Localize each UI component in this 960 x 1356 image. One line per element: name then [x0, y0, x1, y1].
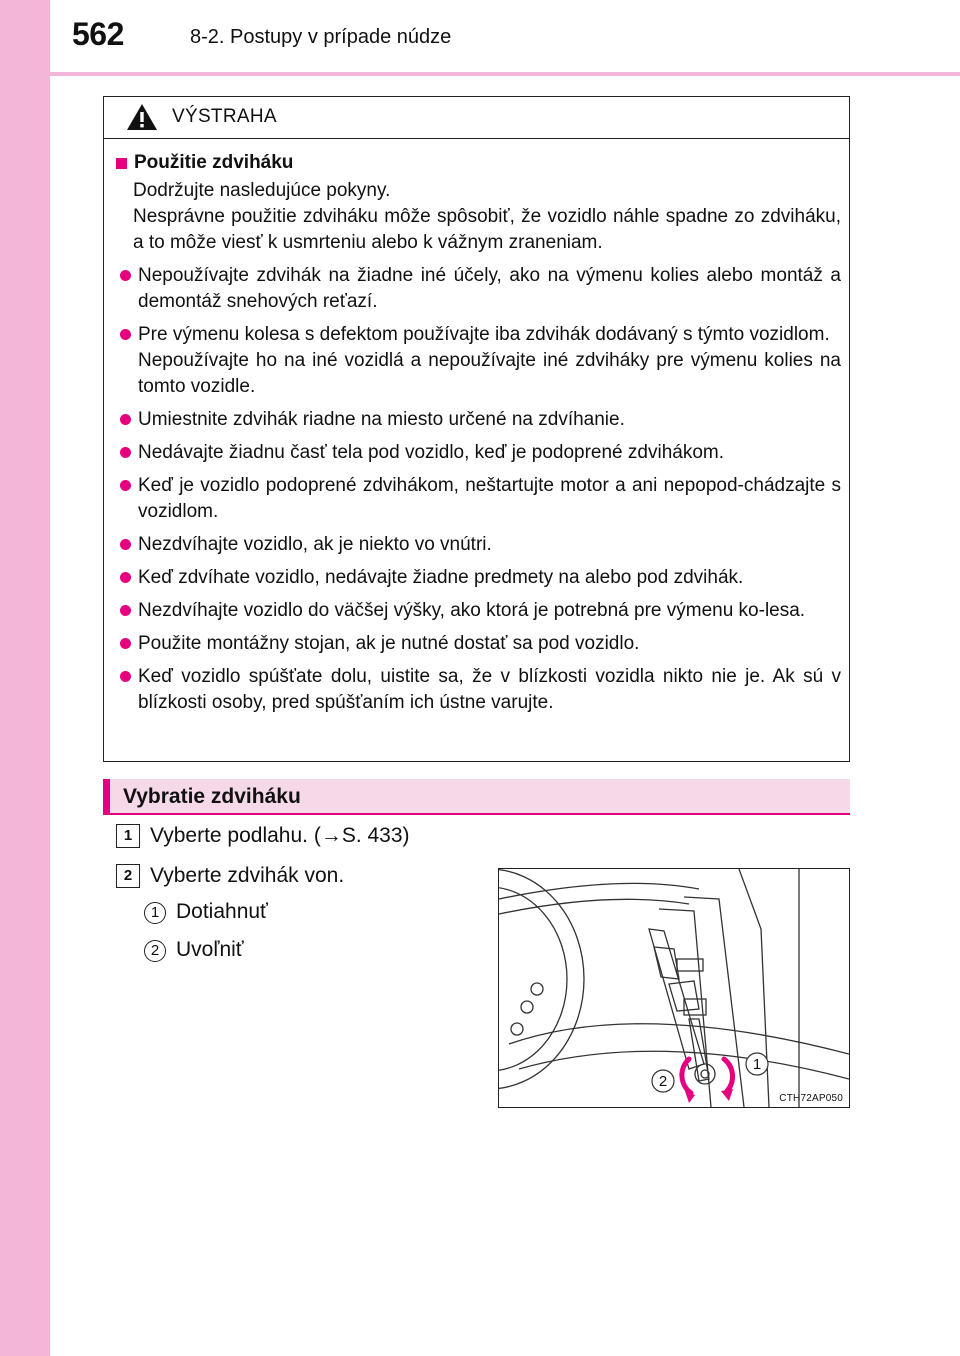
warning-topic-label: Použitie zdviháku [134, 152, 294, 173]
bullet-dot-icon [120, 539, 131, 550]
sub-item-number: 1 [144, 902, 166, 924]
bullet-dot-icon [120, 605, 131, 616]
warning-bullet: Keď je vozidlo podoprené zdvihákom, neštartujte motor a ani nepopod-chádzajte s vozidlom. [116, 473, 841, 525]
bullet-dot-icon [120, 414, 131, 425]
warning-topic [116, 150, 841, 176]
square-bullet-icon [116, 158, 127, 169]
section-heading: 8-2. Postupy v prípade núdze [190, 26, 452, 48]
warning-body [104, 138, 849, 716]
bullet-dot-icon [120, 329, 131, 340]
step-text: Vyberte podlahu. (→S. 433) [150, 824, 410, 847]
warning-box [103, 96, 850, 762]
warning-bullet: Nezdvíhajte vozidlo do väčšej výšky, ako ktorá je potrebná pre výmenu ko-lesa. [116, 598, 841, 624]
bullet-dot-icon [120, 638, 131, 649]
step-text: Vyberte zdvihák von. [150, 864, 345, 887]
warning-bullet: Keď vozidlo spúšťate dolu, uistite sa, že v blízkosti vozidla nikto nie je. Ak sú v blízkosti osoby, pred spúšťaním ich ústne varujte. [116, 664, 841, 716]
bullet-dot-icon [120, 270, 131, 281]
warning-bullet: Pre výmenu kolesa s defektom používajte iba zdvihák dodávaný s týmto vozidlom. Nepoužívajte ho na iné vozidlá a nepoužívajte iné zdviháky pre výmenu kolies na tomto vozidle. [116, 322, 841, 400]
figure-callout-1: 1 [752, 1056, 762, 1073]
rotate-clockwise-arrow-icon [724, 1059, 733, 1091]
warning-bullet: Nedávajte žiadnu časť tela pod vozidlo, keď je podoprené zdvihákom. [116, 440, 841, 466]
warning-header [104, 97, 849, 139]
warning-bullet: Nepoužívajte zdvihák na žiadne iné účely, ako na výmenu kolies alebo montáž a demontáž snehových reťazí. [116, 263, 841, 315]
figure-code: CTH72AP050 [779, 1093, 843, 1104]
sub-item-text: Uvoľniť [176, 938, 244, 961]
step-number: 2 [116, 864, 140, 888]
warning-triangle-icon [126, 103, 158, 131]
warning-intro: Dodržujte nasledujúce pokyny. [133, 180, 391, 201]
warning-bullet: Použite montážny stojan, ak je nutné dostať sa pod vozidlo. [116, 631, 841, 657]
warning-bullet: Keď zdvíhate vozidlo, nedávajte žiadne predmety na alebo pod zdvihák. [116, 565, 841, 591]
bullet-dot-icon [120, 671, 131, 682]
step-number: 1 [116, 824, 140, 848]
side-color-strip [0, 0, 50, 1356]
warning-title: VÝSTRAHA [172, 106, 277, 127]
bullet-dot-icon [120, 480, 131, 491]
rotate-counterclockwise-arrow-icon [682, 1059, 691, 1093]
bullet-dot-icon [120, 572, 131, 583]
jack-removal-illustration [498, 868, 850, 1108]
figure-callout-2: 2 [658, 1073, 668, 1090]
header-rule [50, 72, 960, 76]
bullet-dot-icon [120, 447, 131, 458]
jack-line-drawing [499, 869, 849, 1107]
warning-bullet: Nezdvíhajte vozidlo, ak je niekto vo vnútri. [116, 532, 841, 558]
sub-item-text: Dotiahnuť [176, 900, 268, 923]
page-number: 562 [72, 16, 124, 52]
warning-bullet-extra: Nepoužívajte ho na iné vozidlá a nepoužívajte iné zdviháky pre výmenu kolies na tomto vozidle. [138, 350, 841, 397]
subsection-title: Vybratie zdviháku [123, 785, 301, 808]
sub-item-number: 2 [144, 940, 166, 962]
warning-bullet: Umiestnite zdvihák riadne na miesto určené na zdvíhanie. [116, 407, 841, 433]
subsection-accent [103, 779, 110, 813]
warning-intro-2: Nesprávne použitie zdviháku môže spôsobiť, že vozidlo náhle spadne zo zdviháku, a to môže viesť k usmrteniu alebo k vážnym zraneniam. [133, 206, 841, 253]
subsection-heading-bar [103, 779, 850, 815]
